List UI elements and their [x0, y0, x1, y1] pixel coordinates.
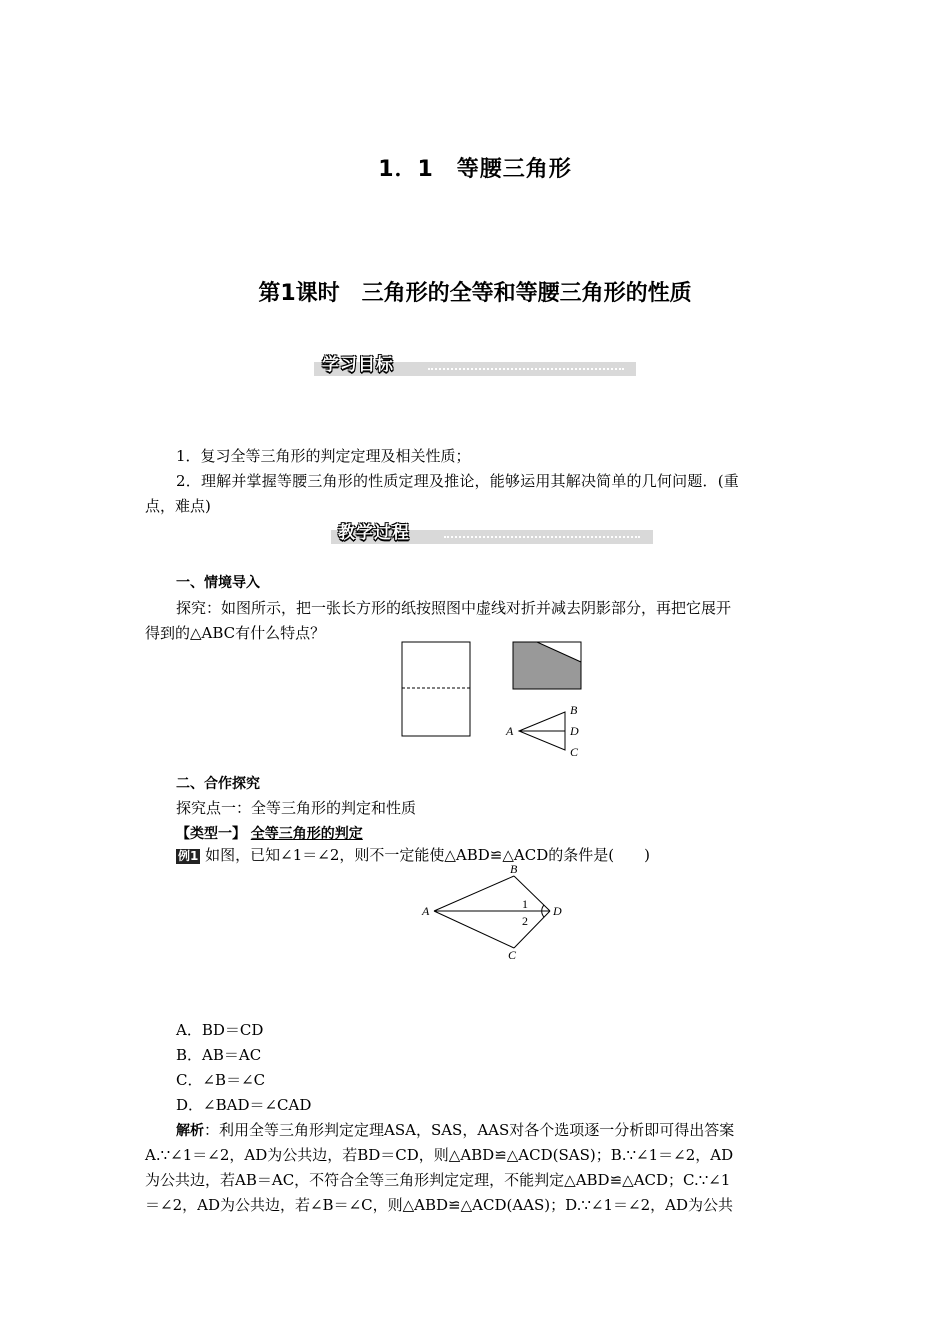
- fig1-label-c: C: [570, 745, 579, 759]
- analysis-text-1: ：利用全等三角形判定定理ASA，SAS，AAS对各个选项逐一分析即可得出答案: [204, 1121, 735, 1139]
- lesson-subtitle: 第1课时 三角形的全等和等腰三角形的性质: [258, 281, 692, 306]
- segment-ac: [434, 911, 514, 948]
- process-banner-label: 教学过程: [338, 523, 410, 543]
- part2-heading: 二、合作探究: [176, 776, 260, 792]
- fig2-label-2: 2: [522, 914, 528, 928]
- analysis-line-3: 为公共边，若AB＝AC，不符合全等三角形判定定理，不能判定△ABD≌△ACD；C.∵∠1: [145, 1171, 731, 1189]
- part1-heading: 一、情境导入: [176, 575, 260, 591]
- part1-line1: 探究：如图所示，把一张长方形的纸按照图中虚线对折并减去阴影部分，再把它展开: [176, 599, 732, 617]
- unfolded-paper: [402, 642, 470, 736]
- type1-bracket: 【类型一】: [176, 826, 246, 842]
- fig2-label-d: D: [553, 904, 562, 918]
- fig1-label-d: D: [570, 724, 579, 738]
- fig2-label-b: B: [510, 862, 518, 876]
- example-1-text: 如图，已知∠1＝∠2，则不一定能使△ABD≌△ACD的条件是( ): [205, 846, 650, 864]
- segment-ab: [434, 876, 514, 911]
- analysis-line-2: A.∵∠1＝∠2，AD为公共边，若BD＝CD，则△ABD≌△ACD(SAS)；B.∵∠1＝∠2，AD: [145, 1146, 734, 1164]
- objective-1: 1．复习全等三角形的判定定理及相关性质；: [176, 447, 471, 465]
- option-c: C．∠B＝∠C: [176, 1071, 266, 1089]
- analysis-line-1: [176, 1117, 816, 1144]
- option-d: D．∠BAD＝∠CAD: [176, 1096, 312, 1114]
- process-banner-dots: [444, 536, 640, 538]
- fig2-label-1: 1: [522, 897, 528, 911]
- objective-2-cont: 点，难点): [145, 497, 211, 515]
- fig1-label-b: B: [570, 703, 578, 717]
- fig2-label-a: A: [422, 904, 430, 918]
- example-badge: 例1: [178, 849, 199, 863]
- objectives-banner-dots: [428, 368, 624, 370]
- segment-bd: [514, 876, 550, 911]
- explore-point-1: 探究点一：全等三角形的判定和性质: [176, 799, 417, 817]
- option-a: A．BD＝CD: [176, 1021, 264, 1039]
- objectives-banner-label: 学习目标: [322, 355, 394, 375]
- analysis-line-4: ＝∠2，AD为公共边，若∠B＝∠C，则△ABD≌△ACD(AAS)；D.∵∠1＝∠2，AD为公共: [145, 1196, 733, 1214]
- option-b: B．AB＝AC: [176, 1046, 262, 1064]
- fig2-label-c: C: [508, 948, 517, 962]
- part1-line2: 得到的△ABC有什么特点？: [145, 624, 326, 642]
- kite-figure: [418, 862, 568, 962]
- analysis-label: 解析: [176, 1123, 204, 1139]
- type1-title: 全等三角形的判定: [250, 826, 363, 842]
- segment-cd: [514, 911, 550, 948]
- objective-2: 2．理解并掌握等腰三角形的性质定理及推论，能够运用其解决简单的几何问题．(重: [176, 472, 739, 490]
- page-title: 1．1 等腰三角形: [378, 157, 572, 182]
- fig1-label-a: A: [506, 724, 514, 738]
- paper-fold-figure: [395, 636, 595, 762]
